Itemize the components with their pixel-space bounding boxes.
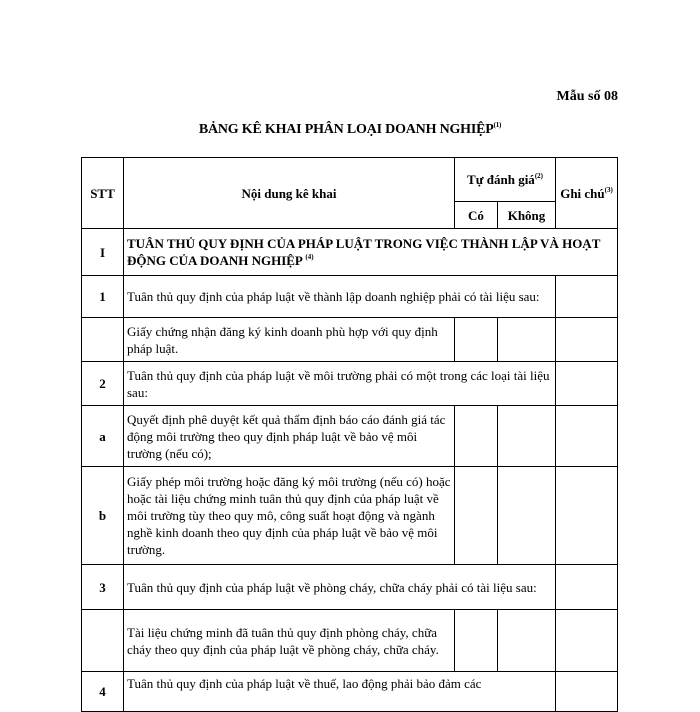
row-stt: 2: [82, 362, 124, 406]
table-row: [82, 406, 618, 467]
table-row: [82, 318, 618, 362]
header-stt: STT: [82, 158, 124, 229]
row-content: Giấy chứng nhận đăng ký kinh doanh phù hợp với quy định pháp luật.: [124, 318, 455, 362]
header-no: Không: [498, 202, 556, 229]
row-note-cell: [556, 610, 618, 672]
header-self-text: Tự đánh giá: [467, 172, 535, 187]
row-note-cell: [556, 276, 618, 318]
row-content: Tuân thủ quy định của pháp luật về thành lập doanh nghiệp phải có tài liệu sau:: [124, 276, 556, 318]
row-stt: b: [82, 467, 124, 565]
row-content: [124, 229, 618, 276]
row-yes-cell: [455, 467, 498, 565]
row-note-cell: [556, 318, 618, 362]
row-note-cell: [556, 672, 618, 712]
table-row: [82, 362, 618, 406]
row-note-cell: [556, 362, 618, 406]
table-row: [82, 610, 618, 672]
row-stt: [82, 318, 124, 362]
row-content: Tuân thủ quy định của pháp luật về môi trường phải có một trong các loại tài liệu sau:: [124, 362, 556, 406]
table-row: [82, 565, 618, 610]
table-row: [82, 229, 618, 276]
table-row: [82, 276, 618, 318]
row-content: Quyết định phê duyệt kết quả thẩm định báo cáo đánh giá tác động môi trường theo quy định pháp luật về bảo vệ môi trường (nếu có);: [124, 406, 455, 467]
row-stt: [82, 610, 124, 672]
header-content: Nội dung kê khai: [124, 158, 455, 229]
header-self-assessment: [455, 158, 556, 202]
row-footnote: (4): [305, 253, 314, 261]
row-note-cell: [556, 406, 618, 467]
table-row: [82, 467, 618, 565]
table-row: [82, 672, 618, 712]
header-self-footnote: (2): [534, 172, 543, 180]
row-no-cell: [498, 318, 556, 362]
header-note: [556, 158, 618, 229]
row-text: TUÂN THỦ QUY ĐỊNH CỦA PHÁP LUẬT TRONG VIỆC THÀNH LẬP VÀ HOẠT ĐỘNG CỦA DOANH NGHIỆP: [127, 236, 601, 268]
row-content: Tuân thủ quy định của pháp luật về phòng cháy, chữa cháy phải có tài liệu sau:: [124, 565, 556, 610]
row-stt: 1: [82, 276, 124, 318]
header-note-text: Ghi chú: [560, 185, 605, 201]
row-no-cell: [498, 467, 556, 565]
row-content: Tài liệu chứng minh đã tuân thủ quy định phòng cháy, chữa cháy theo quy định của pháp luật về phòng cháy, chữa cháy.: [124, 610, 455, 672]
header-row: [82, 158, 618, 202]
declaration-table: [81, 157, 618, 712]
header-yes: Có: [455, 202, 498, 229]
row-no-cell: [498, 610, 556, 672]
row-yes-cell: [455, 318, 498, 362]
row-no-cell: [498, 406, 556, 467]
row-stt: I: [82, 229, 124, 276]
row-note-cell: [556, 565, 618, 610]
row-note-cell: [556, 467, 618, 565]
form-number: Mẫu số 08: [556, 89, 618, 104]
row-stt: 4: [82, 672, 124, 712]
row-content: Giấy phép môi trường hoặc đăng ký môi trường (nếu có) hoặc hoặc tài liệu chứng minh tuân thủ quy định của pháp luật về môi trường tùy theo quy mô, công suất hoạt động và ngành nghề kinh doanh theo quy định của pháp luật về bảo vệ môi trường.: [124, 467, 455, 565]
row-stt: 3: [82, 565, 124, 610]
header-note-footnote: (3): [604, 185, 613, 194]
row-stt: a: [82, 406, 124, 467]
row-content: Tuân thủ quy định của pháp luật về thuế, lao động phải bảo đảm các: [124, 672, 556, 712]
row-yes-cell: [455, 610, 498, 672]
document-title: [0, 122, 700, 138]
title-footnote: (1): [493, 121, 502, 129]
title-text: BẢNG KÊ KHAI PHÂN LOẠI DOANH NGHIỆP: [198, 122, 494, 137]
row-yes-cell: [455, 406, 498, 467]
